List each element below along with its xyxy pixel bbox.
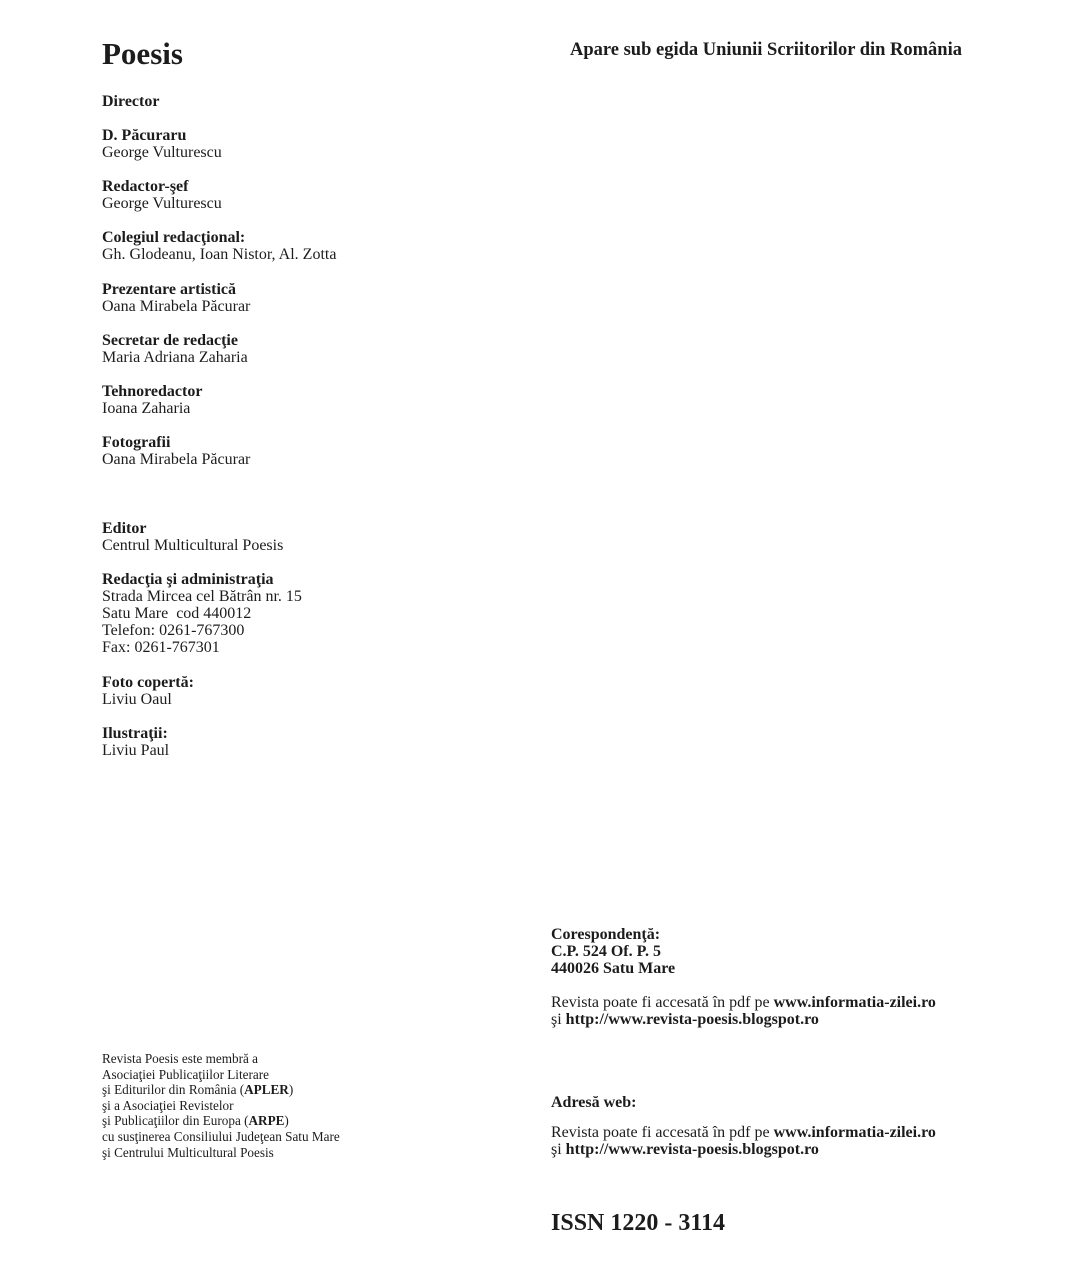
staff-value: George Vulturescu — [102, 195, 222, 212]
correspondence-block — [551, 926, 675, 977]
staff-value: Maria Adriana Zaharia — [102, 349, 248, 366]
patronage-note: Apare sub egida Uniunii Scriitorilor din România — [570, 40, 962, 60]
staff-prezentare — [102, 281, 250, 315]
staff-value: Oana Mirabela Păcurar — [102, 451, 251, 468]
web-access-note: Revista poate fi accesată în pdf pe www.informatia-zilei.ro şi http://www.revista-poesis.blogspot.ro — [551, 1124, 936, 1158]
staff-colegiul — [102, 229, 336, 263]
membership-line: cu susţinerea Consiliului Judeţean Satu Mare — [102, 1128, 340, 1144]
staff-label: Tehnoredactor — [102, 383, 203, 400]
membership-note — [102, 1051, 340, 1160]
staff-value: Gh. Glodeanu, Ioan Nistor, Al. Zotta — [102, 246, 337, 263]
staff-editor — [102, 520, 283, 554]
website-link[interactable]: www.informatia-zilei.ro — [773, 994, 936, 1011]
staff-label: Foto copertă: — [102, 674, 194, 691]
staff-label: Colegiul redacţional: — [102, 229, 246, 246]
blog-link[interactable]: http://www.revista-poesis.blogspot.ro — [565, 1011, 819, 1028]
membership-line: Asociaţiei Publicaţiilor Literare — [102, 1066, 269, 1082]
staff-label: D. Păcuraru — [102, 127, 187, 144]
membership-line: şi Publicaţiilor din Europa (ARPE) — [102, 1113, 289, 1129]
issn-number: ISSN 1220 - 3114 — [551, 1210, 726, 1236]
staff-value: Strada Mircea cel Bătrân nr. 15 — [102, 588, 302, 605]
staff-label: Director — [102, 93, 160, 110]
staff-value: Telefon: 0261-767300 — [102, 622, 245, 639]
staff-tehnoredactor — [102, 383, 202, 417]
web-address-block — [551, 1094, 636, 1111]
staff-value: Fax: 0261-767301 — [102, 639, 220, 656]
staff-value: George Vulturescu — [102, 144, 222, 161]
arpe-acronym: ARPE — [248, 1113, 285, 1129]
correspondence-label: Corespondenţă: — [551, 926, 661, 943]
staff-label: Prezentare artistică — [102, 281, 237, 298]
web-address-label: Adresă web: — [551, 1094, 637, 1111]
blog-link[interactable]: http://www.revista-poesis.blogspot.ro — [565, 1141, 819, 1158]
staff-value: Oana Mirabela Păcurar — [102, 298, 251, 315]
apler-acronym: APLER — [244, 1082, 289, 1098]
staff-label: Redacţia şi administraţia — [102, 571, 274, 588]
staff-label: Editor — [102, 520, 147, 537]
membership-line: Revista Poesis este membră a — [102, 1051, 259, 1066]
membership-line: şi a Asociaţiei Revistelor — [102, 1097, 234, 1113]
staff-dpacuraru — [102, 127, 222, 161]
staff-secretar — [102, 332, 248, 366]
staff-label: Redactor-şef — [102, 178, 189, 195]
membership-line: şi Centrului Multicultural Poesis — [102, 1144, 274, 1160]
correspondence-city: 440026 Satu Mare — [551, 960, 676, 977]
website-link[interactable]: www.informatia-zilei.ro — [773, 1124, 936, 1141]
staff-label: Secretar de redacţie — [102, 332, 238, 349]
staff-fotografii — [102, 434, 250, 468]
staff-ilustratii — [102, 725, 169, 759]
staff-redactia-administratia — [102, 571, 302, 656]
staff-value: Ioana Zaharia — [102, 400, 191, 417]
staff-value: Satu Mare cod 440012 — [102, 605, 252, 622]
correspondence-po-box: C.P. 524 Of. P. 5 — [551, 943, 661, 960]
magazine-title: Poesis — [102, 36, 183, 71]
staff-redactor-sef — [102, 178, 222, 212]
staff-value: Centrul Multicultural Poesis — [102, 537, 284, 554]
staff-director — [102, 93, 159, 110]
staff-value: Liviu Oaul — [102, 691, 172, 708]
staff-label: Ilustraţii: — [102, 725, 168, 742]
staff-label: Fotografii — [102, 434, 171, 451]
correspondence-access-note: Revista poate fi accesată în pdf pe www.informatia-zilei.ro şi http://www.revista-poesis.blogspot.ro — [551, 994, 936, 1028]
staff-value: Liviu Paul — [102, 742, 170, 759]
staff-foto-coperta — [102, 674, 194, 708]
membership-line: şi Editurilor din România (APLER) — [102, 1082, 294, 1098]
